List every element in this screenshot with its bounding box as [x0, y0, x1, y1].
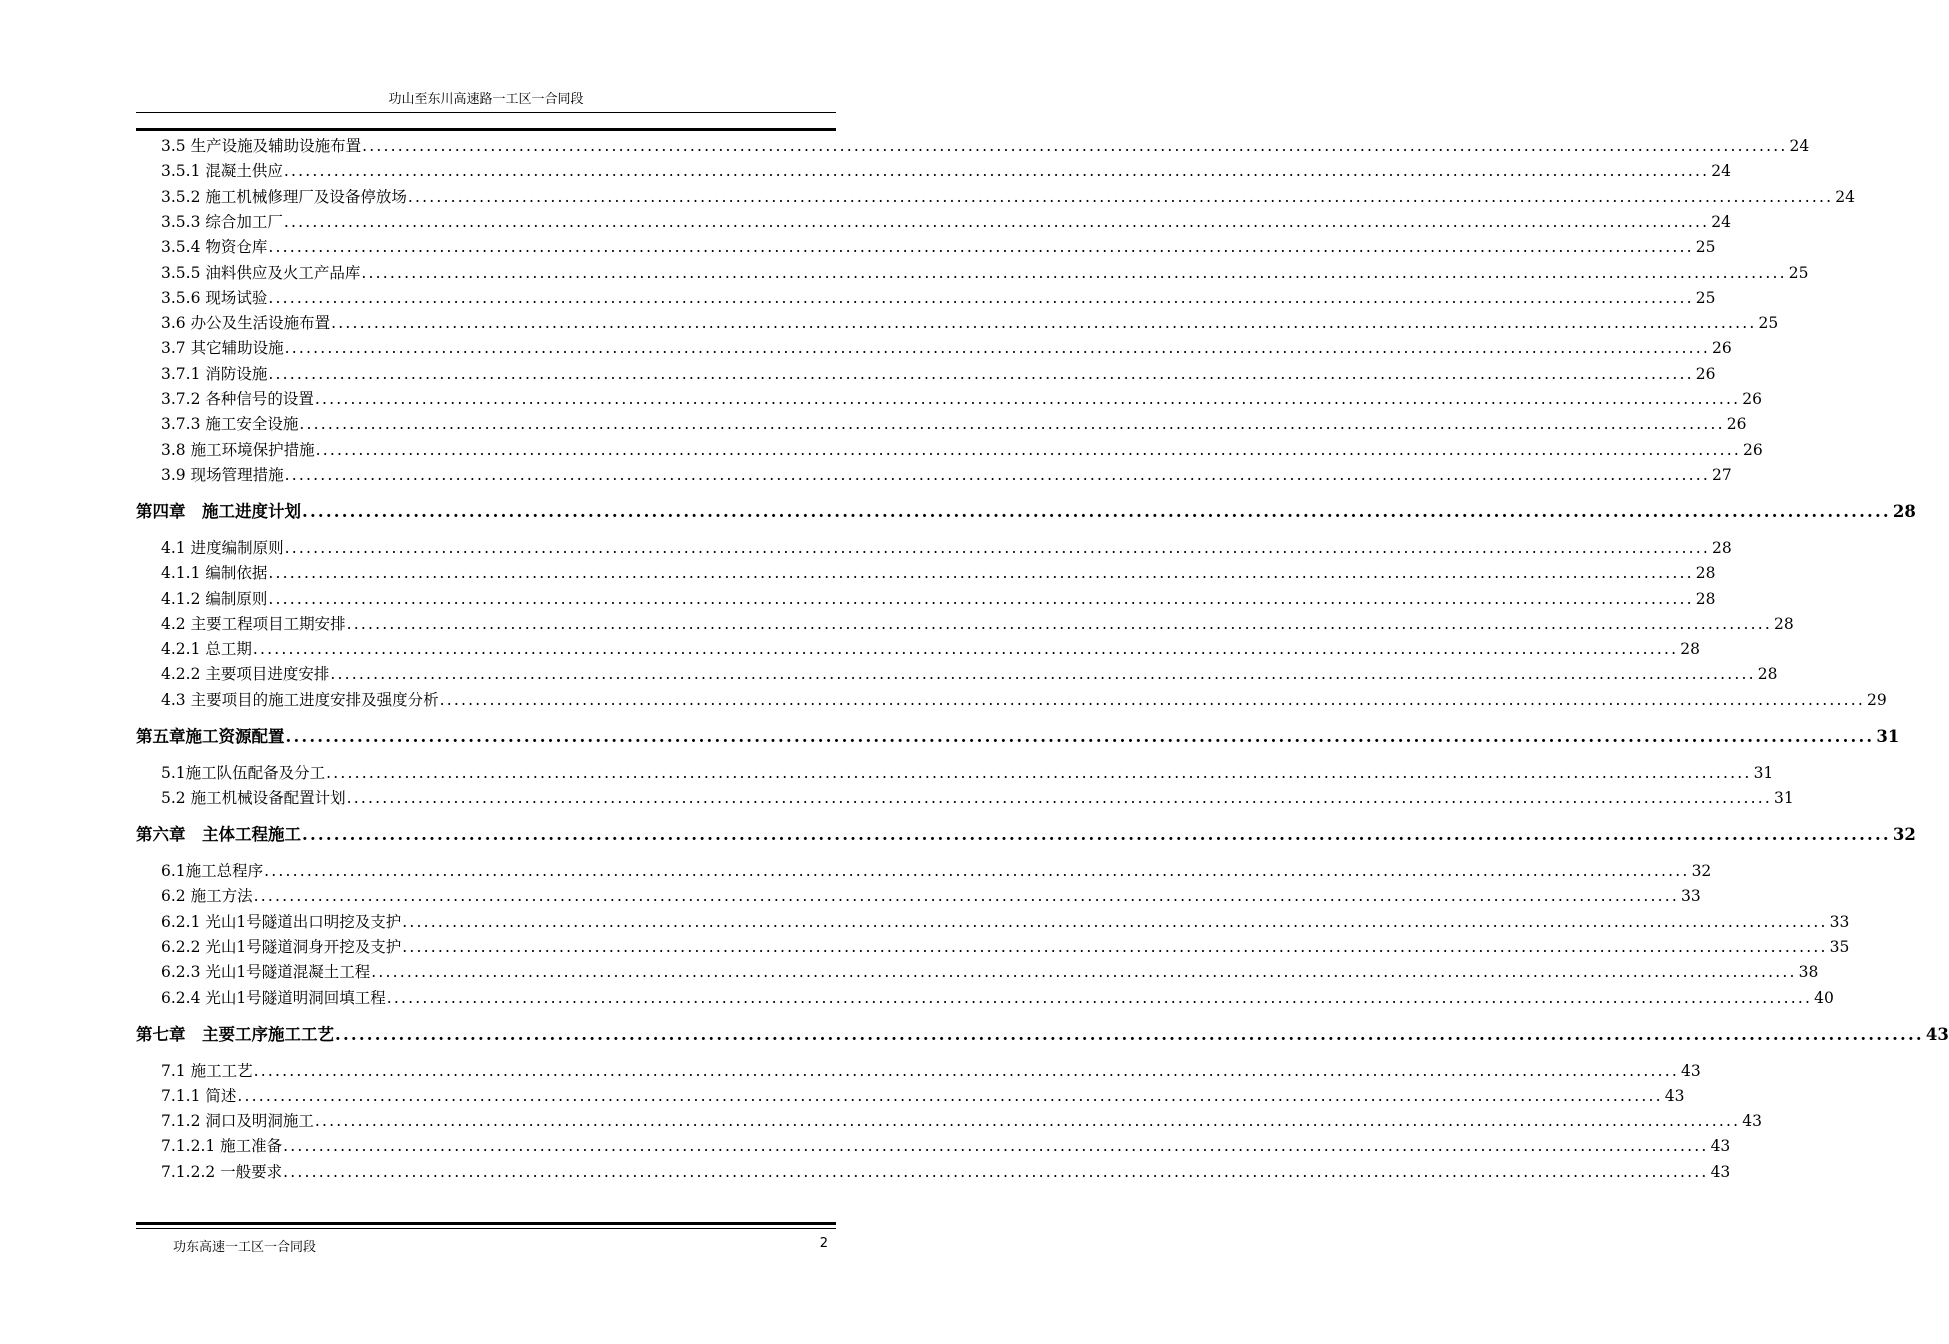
toc-leader-dots: ........................................................................................................................................................................................................ [361, 263, 1787, 282]
toc-entry-page: 31 [1876, 726, 1900, 746]
toc-entry-label: 4.2.1 总工期 [161, 640, 252, 659]
toc-entry[interactable] [161, 185, 1856, 209]
toc-entry-label: 6.2 施工方法 [161, 887, 253, 906]
toc-leader-dots: ........................................................................................................................................................................................................ [237, 1086, 1663, 1105]
toc-entry-page: 43 [1680, 1061, 1701, 1080]
toc-entry[interactable] [161, 662, 1778, 686]
toc-entry-page: 24 [1835, 187, 1856, 206]
toc-leader-dots: ........................................................................................................................................................................................................ [283, 1137, 1709, 1156]
toc-entry[interactable] [161, 336, 1732, 360]
toc-leader-dots: ........................................................................................................................................................................................................ [362, 137, 1788, 155]
toc-entry[interactable] [161, 412, 1747, 436]
toc-entry-page: 24 [1711, 162, 1732, 181]
toc-entry[interactable] [161, 1059, 1701, 1083]
toc-leader-dots: ........................................................................................................................................................................................................ [253, 1061, 1679, 1080]
toc-entry-page: 43 [1664, 1086, 1685, 1105]
toc-entry-page: 38 [1798, 963, 1819, 982]
toc-leader-dots: ........................................................................................................................................................................................................ [264, 862, 1690, 880]
toc-entry-page: 29 [1867, 690, 1887, 709]
toc-leader-dots: ........................................................................................................................................................................................................ [302, 825, 1891, 844]
toc-entry-page: 26 [1742, 440, 1763, 459]
toc-entry[interactable] [161, 637, 1701, 661]
toc-entry-page: 28 [1695, 589, 1716, 608]
toc-entry-page: 25 [1695, 288, 1716, 307]
toc-entry-label: 3.8 施工环境保护措施 [161, 440, 315, 459]
toc-entry-label: 5.2 施工机械设备配置计划 [161, 789, 346, 807]
toc-leader-dots: ........................................................................................................................................................................................................ [253, 887, 1679, 906]
toc-leader-dots: ........................................................................................................................................................................................................ [326, 763, 1752, 782]
toc-leader-dots: ........................................................................................................................................................................................................ [346, 789, 1772, 807]
toc-leader-dots: ........................................................................................................................................................................................................ [315, 440, 1741, 459]
toc-entry-page: 28 [1773, 614, 1794, 633]
toc-entry[interactable] [161, 387, 1763, 411]
toc-entry[interactable] [161, 438, 1763, 462]
toc-leader-dots: ........................................................................................................................................................................................................ [371, 963, 1797, 982]
toc-entry-page: 26 [1695, 364, 1716, 383]
toc-chapter-entry[interactable] [136, 1023, 1949, 1047]
toc-entry-label: 4.2.2 主要项目进度安排 [161, 665, 330, 684]
toc-leader-dots: ........................................................................................................................................................................................................ [386, 988, 1813, 1007]
toc-leader-dots: ........................................................................................................................................................................................................ [283, 162, 1710, 181]
toc-entry-label: 4.1 进度编制原则 [161, 538, 284, 557]
toc-entry-page: 25 [1758, 314, 1779, 333]
toc-entry-label: 3.5.2 施工机械修理厂及设备停放场 [161, 187, 407, 206]
toc-entry-label: 6.1施工总程序 [161, 862, 264, 880]
toc-entry-page: 43 [1710, 1162, 1731, 1181]
toc-leader-dots: ........................................................................................................................................................................................................ [346, 614, 1772, 633]
toc-entry[interactable] [161, 463, 1732, 487]
toc-entry[interactable] [161, 536, 1732, 560]
toc-entry-label: 4.1.2 编制原则 [161, 589, 268, 608]
header-rule-thin [136, 112, 836, 113]
toc-entry-page: 27 [1711, 465, 1732, 484]
toc-entry[interactable] [161, 210, 1732, 234]
toc-leader-dots: ........................................................................................................................................................................................................ [252, 640, 1679, 659]
toc-entry-label: 6.2.4 光山1号隧道明洞回填工程 [161, 988, 386, 1007]
toc-leader-dots: ........................................................................................................................................................................................................ [285, 726, 1875, 746]
toc-entry-page: 28 [1680, 640, 1701, 659]
toc-entry-page: 31 [1773, 789, 1794, 807]
toc-leader-dots: ........................................................................................................................................................................................................ [314, 1112, 1741, 1131]
toc-entry-page: 28 [1892, 501, 1916, 521]
toc-entry-label: 第四章 施工进度计划 [136, 501, 301, 521]
toc-entry[interactable] [161, 286, 1716, 310]
toc-leader-dots: ........................................................................................................................................................................................................ [331, 314, 1757, 333]
toc-entry[interactable] [161, 362, 1716, 386]
toc-entry[interactable] [161, 884, 1701, 908]
toc-leader-dots: ........................................................................................................................................................................................................ [330, 665, 1756, 684]
toc-entry[interactable] [161, 587, 1716, 611]
footer-page-number: 2 [819, 1236, 828, 1251]
toc-entry-label: 第七章 主要工序施工工艺 [136, 1024, 334, 1044]
toc-entry-label: 7.1.1 简述 [161, 1086, 237, 1105]
toc-entry-page: 26 [1711, 339, 1732, 358]
toc-leader-dots: ........................................................................................................................................................................................................ [268, 238, 1694, 257]
toc-entry[interactable] [161, 261, 1809, 285]
toc-entry[interactable] [161, 159, 1732, 183]
toc-entry-page: 28 [1711, 538, 1732, 557]
toc-entry-page: 25 [1788, 263, 1809, 282]
toc-entry[interactable] [161, 134, 1810, 158]
toc-leader-dots: ........................................................................................................................................................................................................ [268, 589, 1694, 608]
toc-leader-dots: ........................................................................................................................................................................................................ [407, 187, 1834, 206]
toc-entry-label: 3.7 其它辅助设施 [161, 339, 284, 358]
toc-entry-page: 43 [1925, 1024, 1949, 1044]
toc-entry[interactable] [161, 935, 1850, 959]
toc-entry-label: 3.5.3 综合加工厂 [161, 212, 283, 231]
toc-entry-label: 3.6 办公及生活设施布置 [161, 314, 331, 333]
toc-entry-page: 24 [1711, 212, 1732, 231]
toc-entry-page: 28 [1757, 665, 1778, 684]
header-title: 功山至东川高速路一工区一合同段 [388, 92, 584, 107]
toc-entry[interactable] [161, 311, 1779, 335]
toc-entry-page: 35 [1829, 937, 1850, 956]
toc-chapter-entry[interactable] [136, 500, 1916, 524]
toc-entry[interactable] [161, 910, 1850, 934]
toc-entry[interactable] [161, 960, 1819, 984]
toc-entry-label: 3.5.1 混凝土供应 [161, 162, 283, 181]
toc-entry-label: 3.9 现场管理措施 [161, 465, 284, 484]
toc-chapter-entry[interactable] [136, 725, 1900, 749]
toc-entry[interactable] [161, 761, 1774, 785]
toc-entry-label: 3.5.4 物资仓库 [161, 238, 268, 257]
toc-entry[interactable] [161, 1134, 1731, 1158]
toc-entry-page: 43 [1710, 1137, 1731, 1156]
toc-leader-dots: ........................................................................................................................................................................................................ [302, 501, 1891, 521]
toc-entry-page: 25 [1695, 238, 1716, 257]
toc-entry-label: 4.1.1 编制依据 [161, 564, 268, 583]
toc-entry[interactable] [161, 786, 1794, 810]
toc-entry-page: 26 [1726, 415, 1747, 434]
toc-entry-label: 3.5.5 油料供应及火工产品库 [161, 263, 361, 282]
toc-entry[interactable] [161, 561, 1716, 585]
toc-entry[interactable] [161, 235, 1716, 259]
toc-entry-label: 3.7.3 施工安全设施 [161, 415, 299, 434]
toc-entry-label: 7.1.2 洞口及明洞施工 [161, 1112, 314, 1131]
toc-leader-dots: ........................................................................................................................................................................................................ [283, 1162, 1709, 1181]
toc-entry-label: 7.1.2.2 一般要求 [161, 1162, 283, 1181]
toc-entry[interactable] [161, 1084, 1685, 1108]
toc-leader-dots: ........................................................................................................................................................................................................ [299, 415, 1725, 434]
toc-entry-page: 33 [1680, 887, 1701, 906]
header-rule-thick [136, 128, 836, 131]
toc-entry-label: 3.5 生产设施及辅助设施布置 [161, 137, 362, 155]
toc-entry-label: 7.1 施工工艺 [161, 1061, 253, 1080]
toc-leader-dots: ........................................................................................................................................................................................................ [268, 288, 1694, 307]
footer-rule-thin [136, 1228, 836, 1229]
toc-entry-page: 31 [1753, 763, 1774, 782]
toc-entry-label: 3.7.2 各种信号的设置 [161, 390, 314, 408]
toc-entry-label: 4.2 主要工程项目工期安排 [161, 614, 346, 633]
toc-chapter-entry[interactable] [136, 823, 1916, 847]
toc-entry-label: 5.1施工队伍配备及分工 [161, 763, 326, 782]
toc-entry-page: 28 [1695, 564, 1716, 583]
toc-leader-dots: ........................................................................................................................................................................................................ [284, 339, 1710, 358]
footer-rule-thick [136, 1222, 836, 1225]
toc-entry[interactable] [161, 612, 1794, 636]
toc-entry-page: 32 [1892, 825, 1916, 844]
toc-leader-dots: ........................................................................................................................................................................................................ [284, 465, 1710, 484]
toc-entry-page: 40 [1814, 988, 1834, 1007]
toc-entry-label: 3.7.1 消防设施 [161, 364, 268, 383]
toc-entry-label: 3.5.6 现场试验 [161, 288, 268, 307]
toc-leader-dots: ........................................................................................................................................................................................................ [439, 690, 1865, 709]
toc-entry-page: 24 [1789, 137, 1810, 155]
toc-leader-dots: ........................................................................................................................................................................................................ [314, 390, 1741, 408]
toc-entry-label: 4.3 主要项目的施工进度安排及强度分析 [161, 690, 439, 709]
toc-entry-label: 6.2.1 光山1号隧道出口明挖及支护 [161, 912, 402, 931]
toc-leader-dots: ........................................................................................................................................................................................................ [402, 937, 1828, 956]
toc-leader-dots: ........................................................................................................................................................................................................ [268, 564, 1694, 583]
toc-entry[interactable] [161, 688, 1887, 712]
toc-entry[interactable] [161, 1109, 1763, 1133]
toc-leader-dots: ........................................................................................................................................................................................................ [402, 912, 1828, 931]
toc-entry-page: 43 [1742, 1112, 1763, 1131]
toc-entry-label: 6.2.2 光山1号隧道洞身开挖及支护 [161, 937, 402, 956]
toc-entry-label: 第六章 主体工程施工 [136, 825, 301, 844]
toc-entry-label: 7.1.2.1 施工准备 [161, 1137, 283, 1156]
toc-entry[interactable] [161, 986, 1834, 1010]
toc-leader-dots: ........................................................................................................................................................................................................ [335, 1024, 1924, 1044]
toc-leader-dots: ........................................................................................................................................................................................................ [284, 538, 1710, 557]
toc-entry-label: 6.2.3 光山1号隧道混凝土工程 [161, 963, 371, 982]
toc-entry[interactable] [161, 1160, 1731, 1184]
toc-entry[interactable] [161, 859, 1712, 883]
toc-entry-label: 第五章施工资源配置 [136, 726, 285, 746]
toc-entry-page: 26 [1742, 390, 1763, 408]
footer-text: 功东高速一工区一合同段 [173, 1240, 317, 1255]
toc-leader-dots: ........................................................................................................................................................................................................ [268, 364, 1694, 383]
toc-entry-page: 32 [1691, 862, 1712, 880]
toc-leader-dots: ........................................................................................................................................................................................................ [283, 212, 1710, 231]
toc-entry-page: 33 [1829, 912, 1850, 931]
